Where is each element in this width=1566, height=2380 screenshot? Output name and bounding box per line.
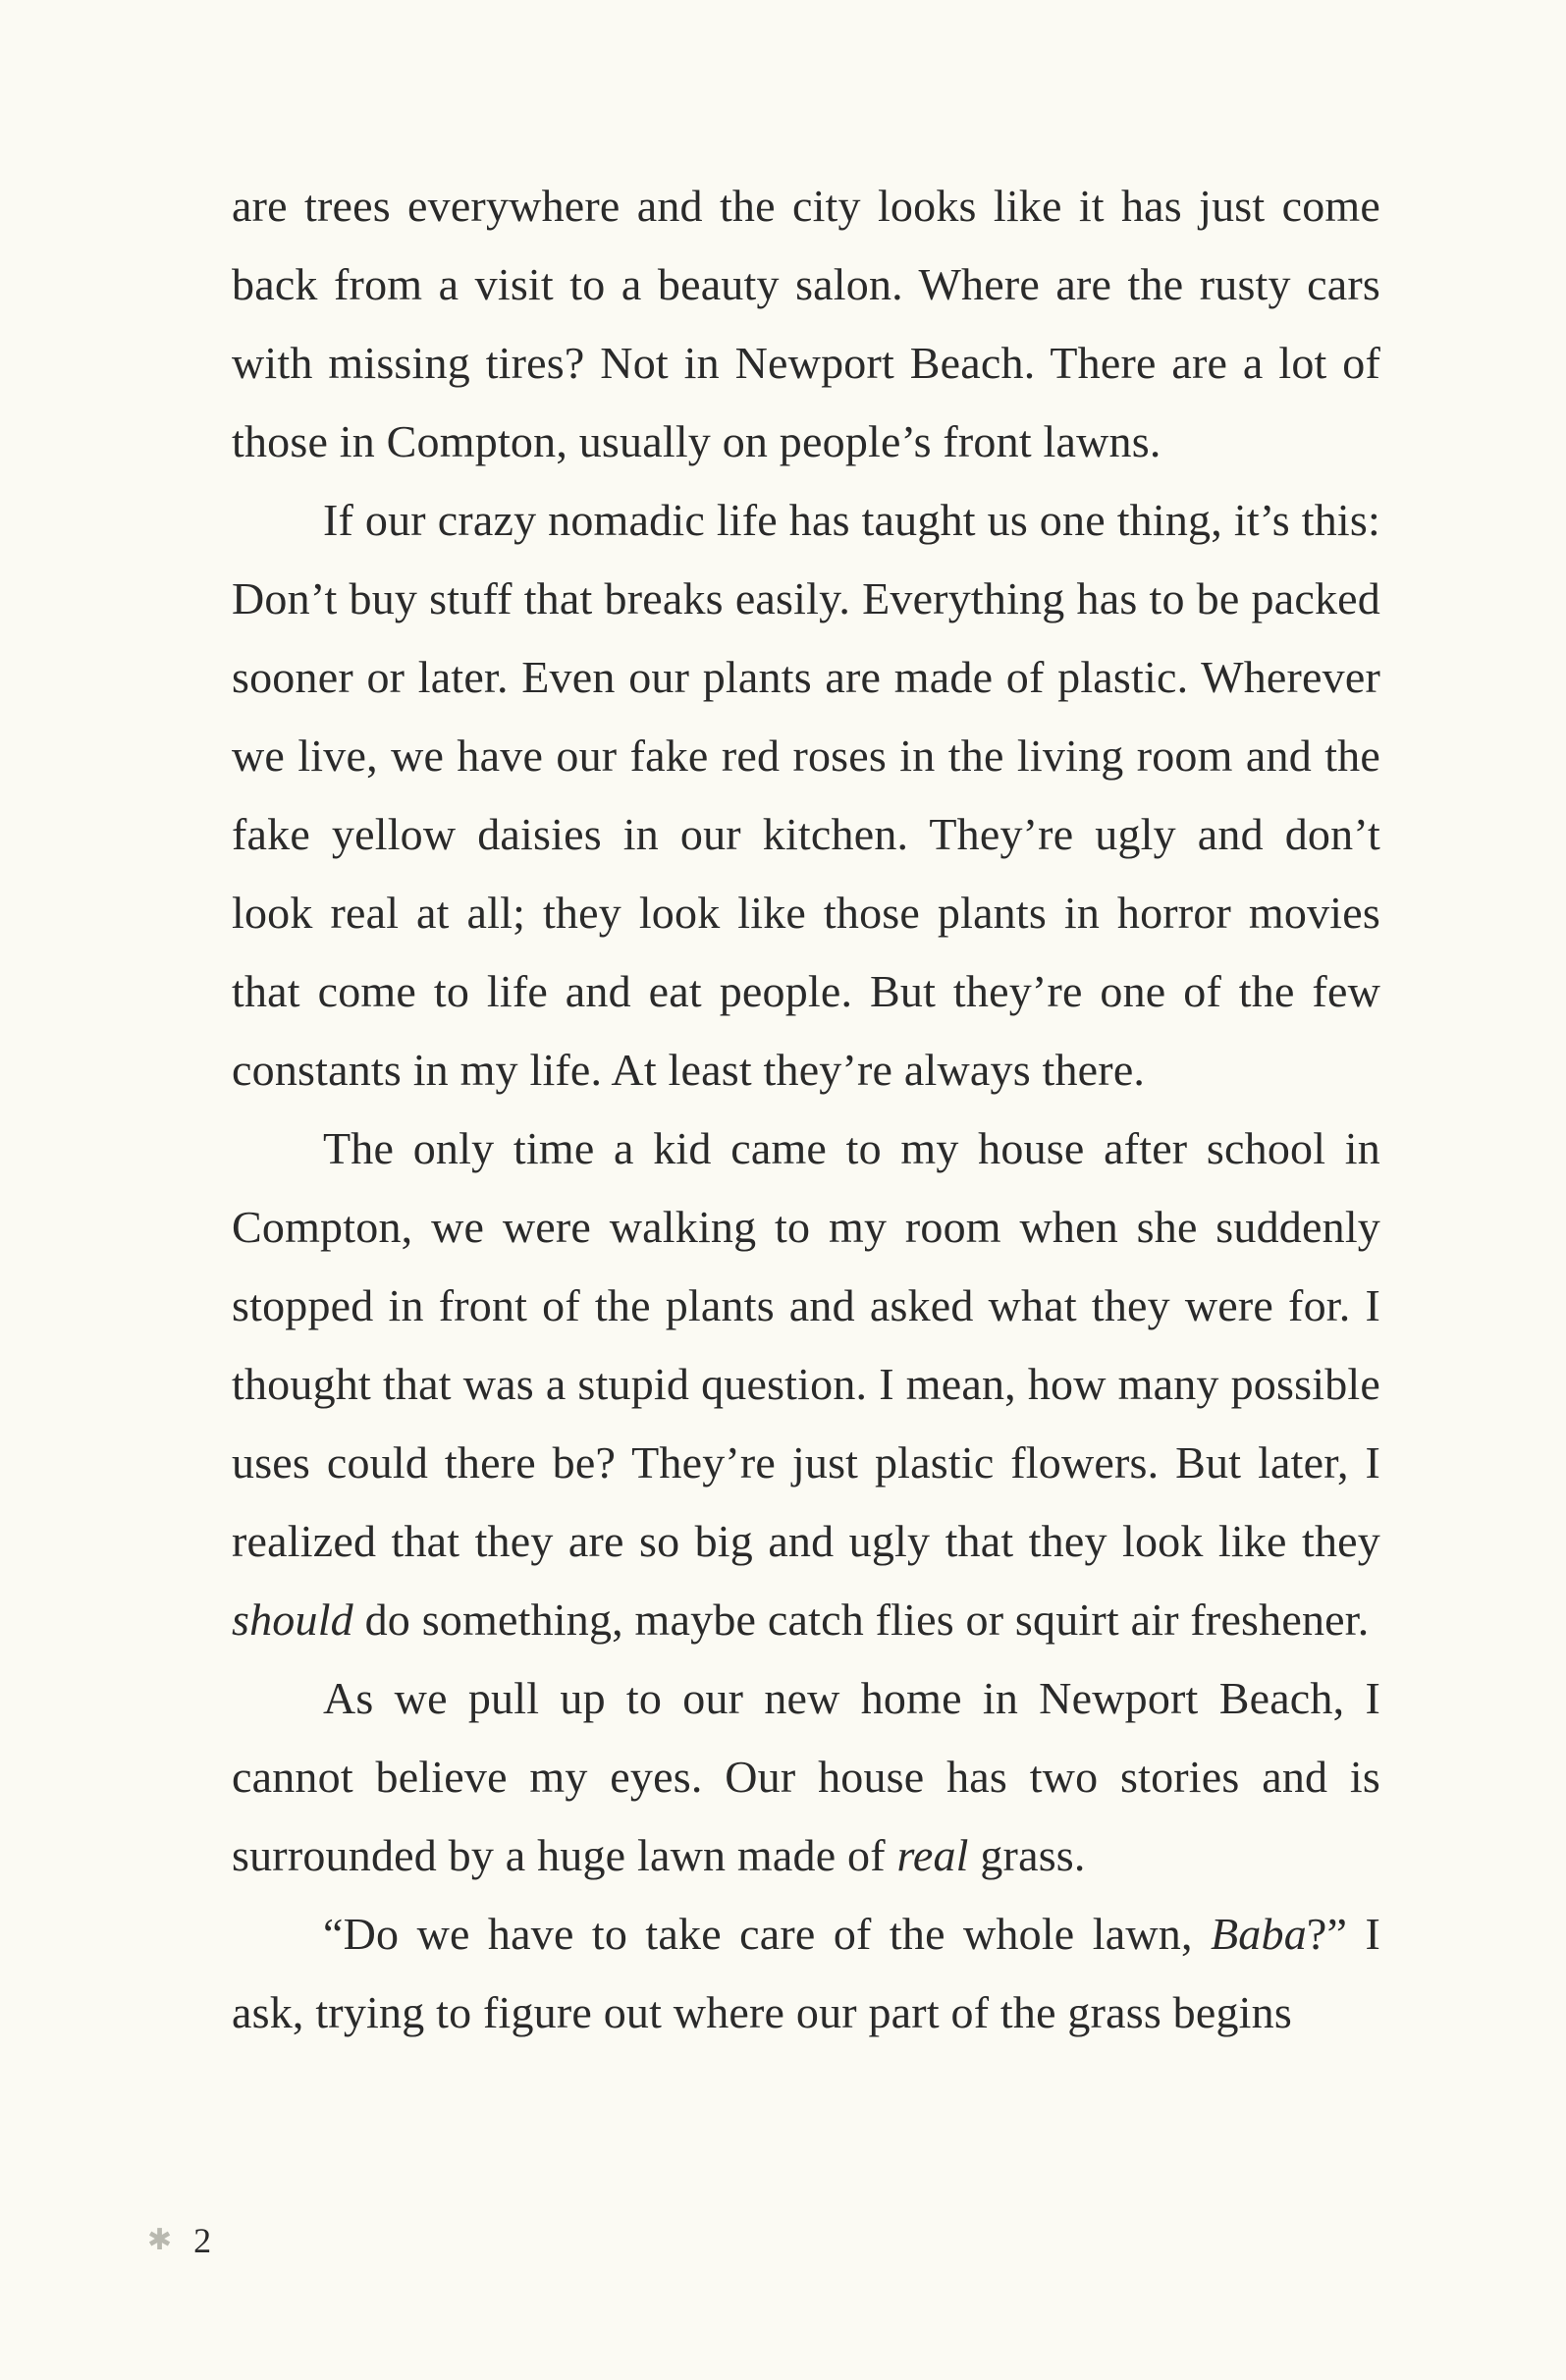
paragraph-5-text-b: ?” I ask, trying to figure out where our part of the grass begins	[232, 1909, 1380, 2037]
paragraph-1	[232, 167, 1380, 481]
star-ornament-icon: ✱	[147, 2224, 173, 2256]
paragraph-4-text-a: As we pull up to our new home in Newport Beach, I cannot believe my eyes. Our house has two stories and is surrounded by a huge lawn made of	[232, 1673, 1380, 1880]
paragraph-3-emphasis: should	[232, 1595, 353, 1645]
page-footer	[147, 2223, 211, 2258]
paragraph-3-text-b: do something, maybe catch flies or squirt air freshener.	[352, 1595, 1370, 1645]
paragraph-5	[232, 1895, 1380, 2052]
paragraph-5-text-a: “Do we have to take care of the whole lawn,	[323, 1909, 1211, 1959]
page-number: 2	[193, 2221, 212, 2260]
paragraph-3-text-a: The only time a kid came to my house after school in Compton, we were walking to my room when she suddenly stopped in front of the plants and asked what they were for. I thought that was a stupid question. I mean, how many possible uses could there be? They’re just plastic flowers. But later, I realized that they are so big and ugly that they look like they	[232, 1123, 1380, 1566]
paragraph-3	[232, 1109, 1380, 1659]
paragraph-2-text: If our crazy nomadic life has taught us one thing, it’s this: Don’t buy stuff that breaks easily. Everything has to be packed sooner or later. Even our plants are made of plastic. Wherever we live, we have our fake red roses in the living room and the fake yellow daisies in our kitchen. They’re ugly and don’t look real at all; they look like those plants in horror movies that come to life and eat people. But they’re one of the few constants in my life. At least they’re always there.	[232, 495, 1380, 1095]
paragraph-4-emphasis: real	[896, 1830, 969, 1880]
page-body	[232, 167, 1380, 2052]
paragraph-4-text-b: grass.	[968, 1830, 1086, 1880]
paragraph-5-emphasis: Baba	[1211, 1909, 1307, 1959]
paragraph-1-text: are trees everywhere and the city looks like it has just come back from a visit to a beauty salon. Where are the rusty cars with missing tires? Not in Newport Beach. There are a lot of those in Compton, usually on people’s front lawns.	[232, 181, 1380, 466]
paragraph-2	[232, 481, 1380, 1109]
paragraph-4	[232, 1659, 1380, 1895]
